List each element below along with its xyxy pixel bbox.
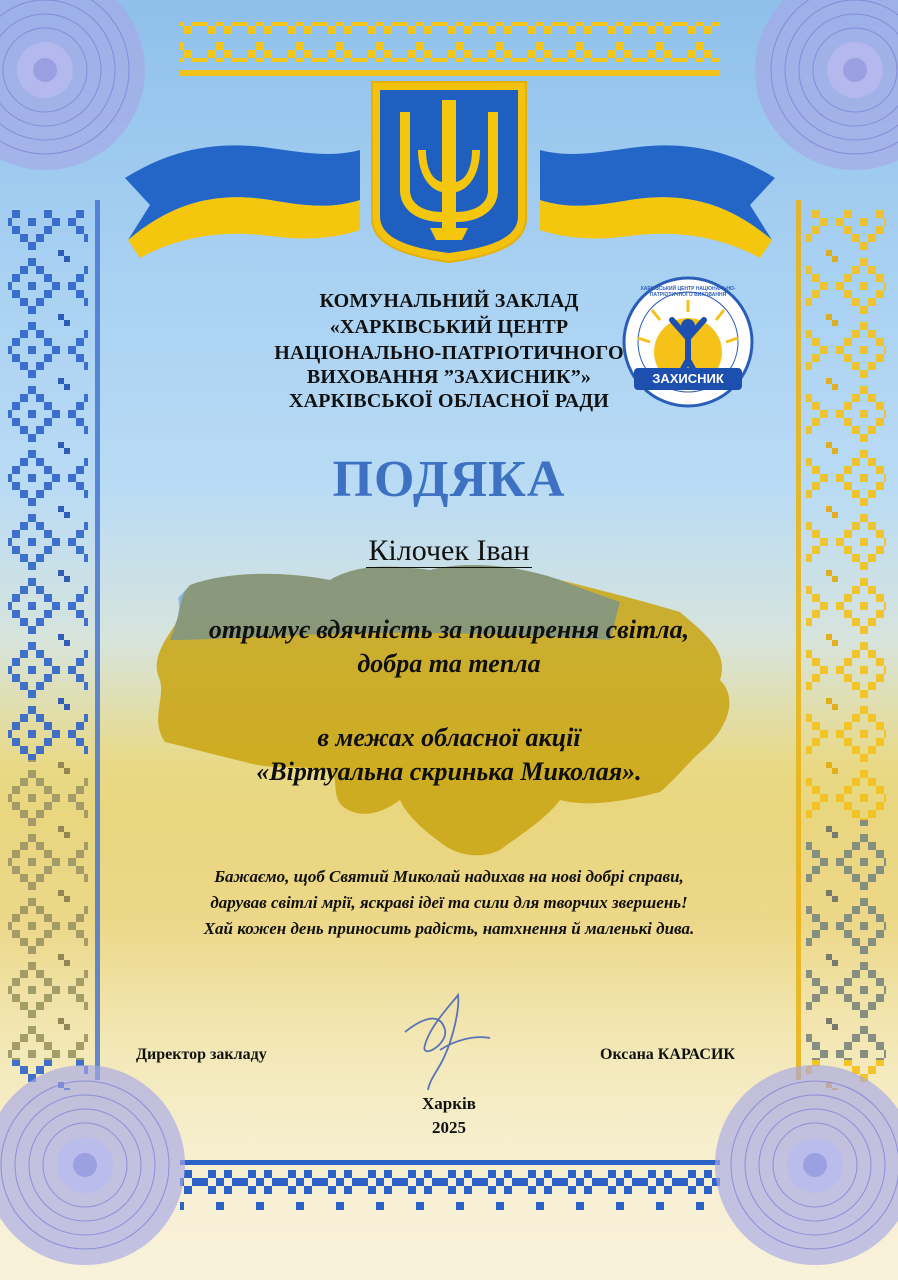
trident-coat-of-arms-icon (372, 82, 526, 262)
signature-name: Оксана КАРАСИК (600, 1046, 736, 1063)
org-line-2: «ХАРКІВСЬКИЙ ЦЕНТР (329, 316, 569, 338)
body-line-2: добра та тепла (357, 649, 541, 678)
event-line-1: в межах обласної акції (317, 723, 581, 752)
org-line-4: ВИХОВАННЯ ”ЗАХИСНИК”» (306, 366, 592, 388)
footer-city: Харків (422, 1094, 476, 1113)
logo-ring-text: ХАРКІВСЬКИЙ ЦЕНТР НАЦІОНАЛЬНО-ПАТРІОТИЧНОГО ВИХОВАННЯ (640, 286, 736, 298)
signature-position: Директор закладу (136, 1046, 267, 1063)
certificate-title: ПОДЯКА (332, 451, 566, 508)
org-line-3: НАЦІОНАЛЬНО-ПАТРІОТИЧНОГО (274, 342, 624, 364)
event-line-2: «Віртуальна скринька Миколая». (256, 757, 642, 786)
recipient-name: Кілочек Іван (368, 534, 530, 567)
wish-line-3: Хай кожен день приносить радість, натхнення й маленькі дива. (203, 919, 695, 938)
wish-line-1: Бажаємо, щоб Святий Миколай надихав на нові добрі справи, (214, 867, 684, 886)
ukraine-map-icon (157, 565, 730, 855)
recipient-name-line (0, 534, 898, 568)
body-line-1: отримує вдячність за поширення світла, (208, 615, 690, 644)
org-line-1: КОМУНАЛЬНИЙ ЗАКЛАД (319, 290, 579, 312)
org-line-5: ХАРКІВСЬКОЇ ОБЛАСНОЇ РАДИ (288, 390, 610, 412)
footer-year: 2025 (432, 1118, 466, 1137)
logo-name: ЗАХИСНИК (652, 371, 724, 386)
wish-line-2: дарував світлі мрії, яскраві ідеї та сили для творчих звершень! (210, 893, 688, 912)
